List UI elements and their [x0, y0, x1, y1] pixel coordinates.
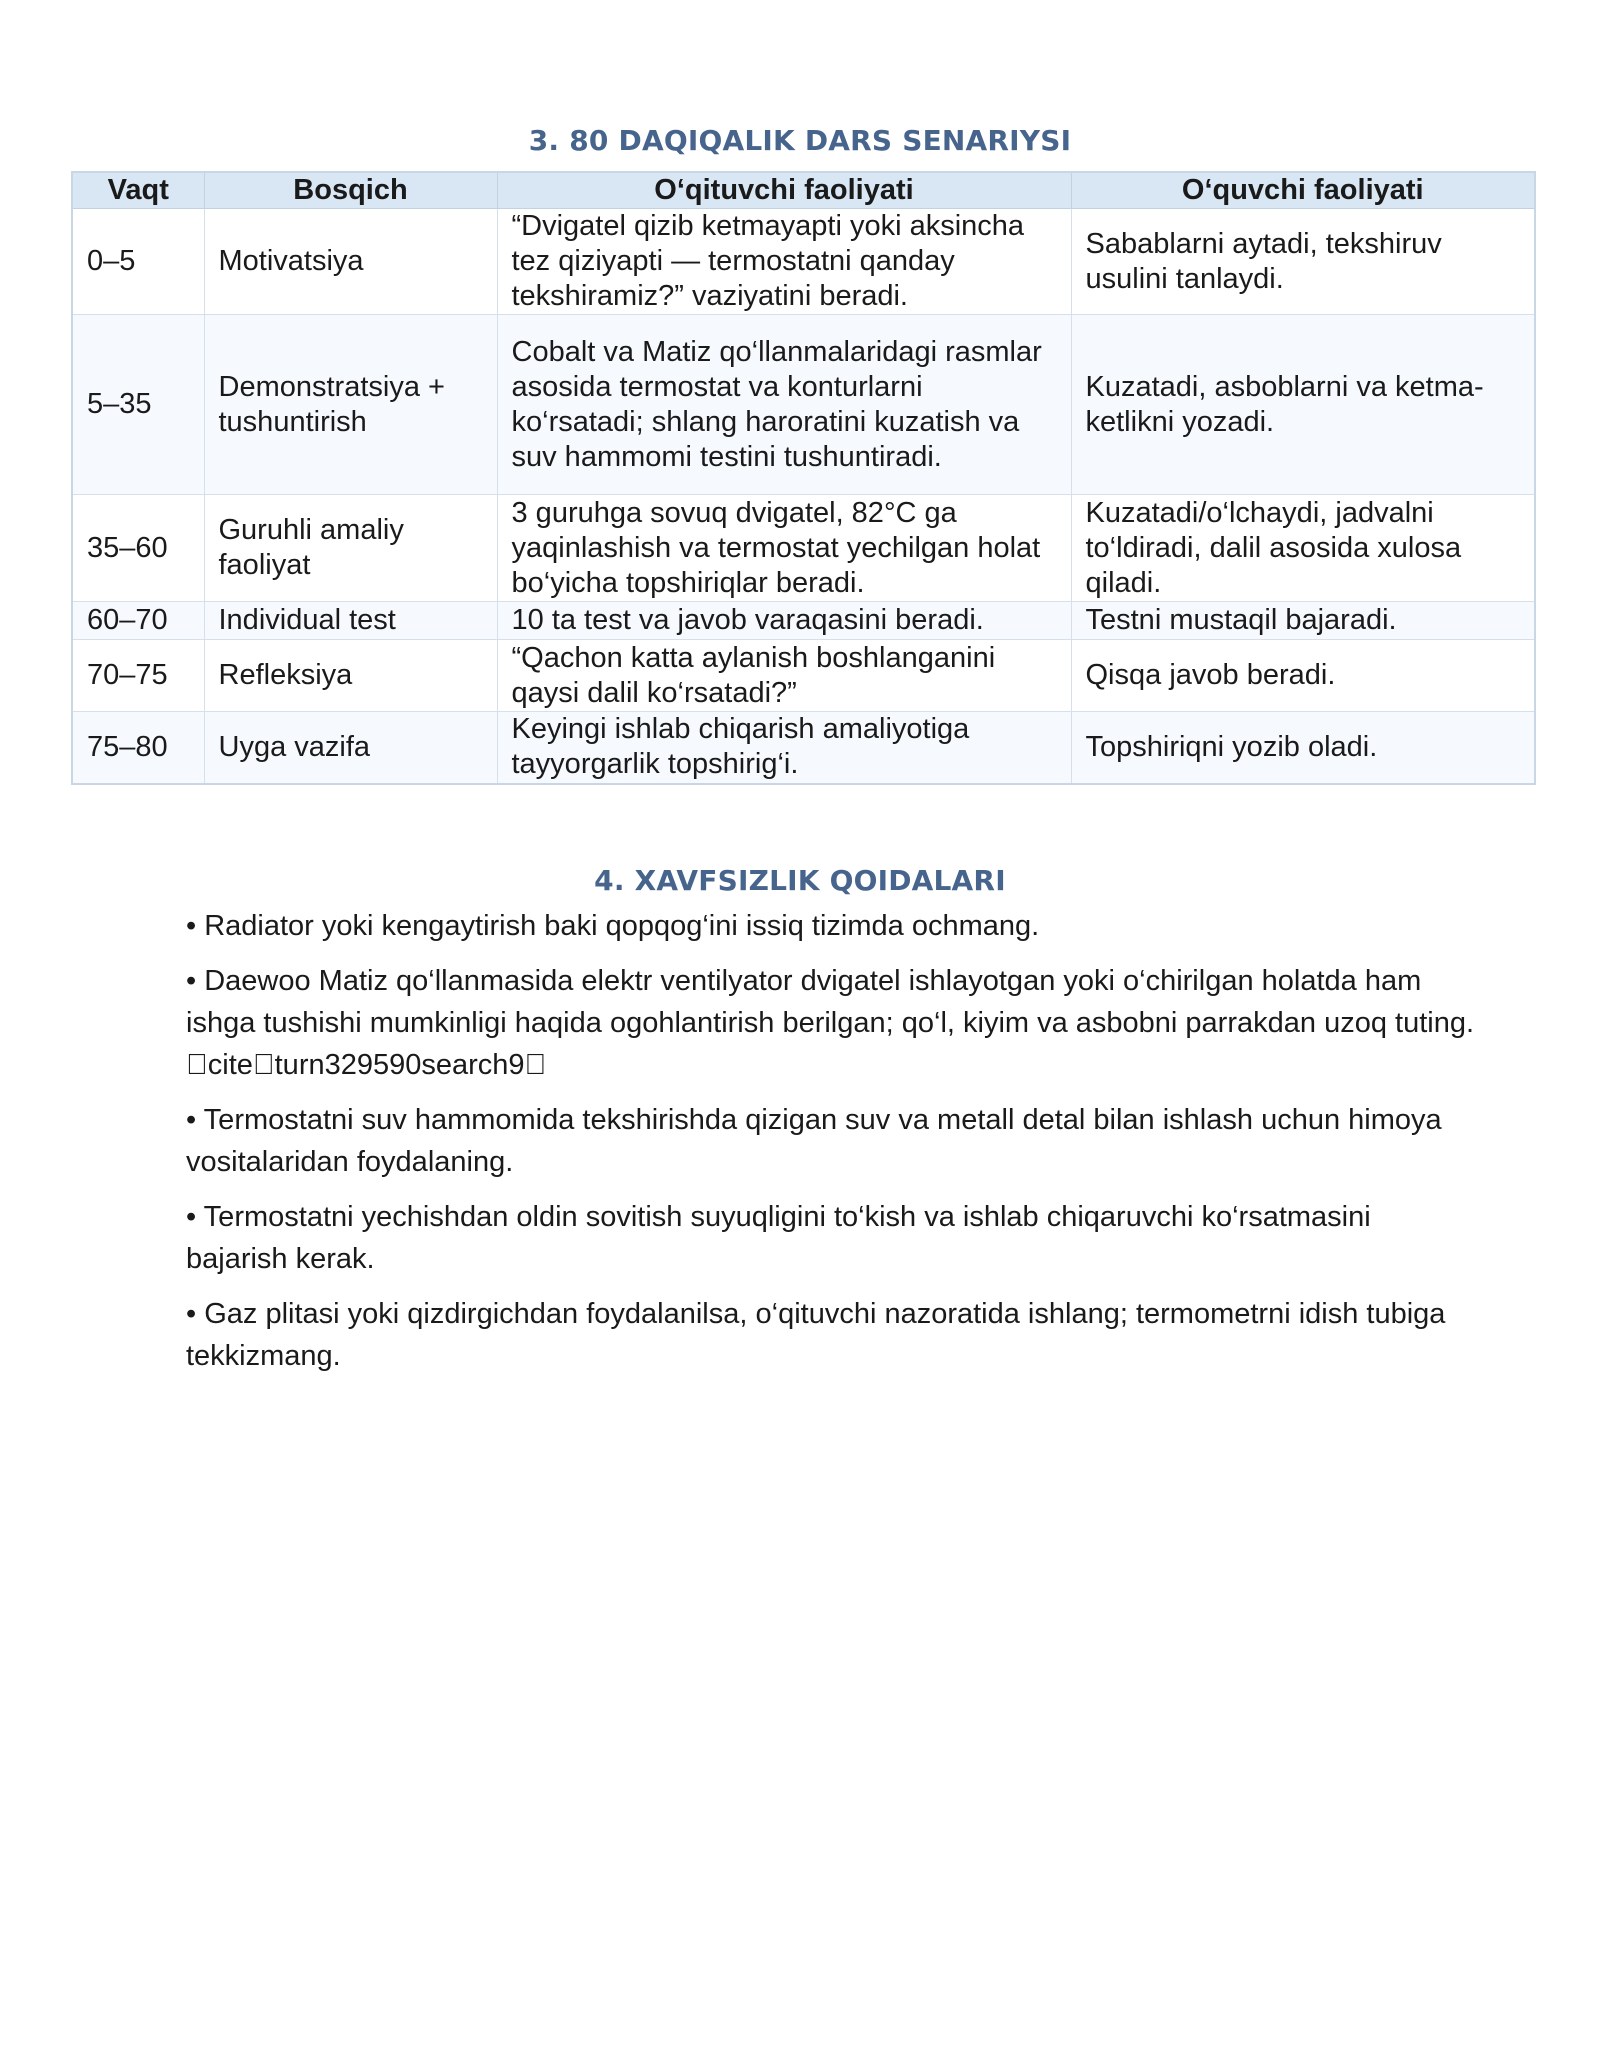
cell-teacher-activity: Keyingi ishlab chiqarish amaliyotiga tayyorgarlik topshirig‘i.	[497, 712, 1071, 784]
cell-time: 70–75	[72, 640, 204, 712]
cell-time: 35–60	[72, 495, 204, 602]
table-row	[72, 640, 1535, 712]
safety-rules-list	[186, 905, 1476, 1390]
column-header-stage: Bosqich	[204, 172, 497, 209]
column-header-time: Vaqt	[72, 172, 204, 209]
cell-stage: Guruhli amaliy faoliyat	[204, 495, 497, 602]
column-header-teacher-activity: O‘qituvchi faoliyati	[497, 172, 1071, 209]
cell-teacher-activity: 10 ta test va javob varaqasini beradi.	[497, 602, 1071, 640]
cell-teacher-activity: 3 guruhga sovuq dvigatel, 82°C ga yaqinlashish va termostat yechilgan holat bo‘yicha topshiriqlar beradi.	[497, 495, 1071, 602]
list-item: • Radiator yoki kengaytirish baki qopqog‘ini issiq tizimda ochmang.	[186, 910, 1040, 942]
list-item: • Termostatni suv hammomida tekshirishda qizigan suv va metall detal bilan ishlash uchun himoya vositalaridan foydalaning.	[186, 1104, 1442, 1178]
list-item: • Gaz plitasi yoki qizdirgichdan foydalanilsa, o‘qituvchi nazoratida ishlang; termometrni idish tubiga tekkizmang.	[186, 1298, 1446, 1372]
table-row	[72, 602, 1535, 640]
cell-student-activity: Qisqa javob beradi.	[1071, 640, 1535, 712]
list-item: • Daewoo Matiz qo‘llanmasida elektr ventilyator dvigatel ishlayotgan yoki o‘chirilgan holatda ham ishga tushishi mumkinligi haqida ogohlantirish berilgan; qo‘l, kiyim va asbobni parrakdan uzoq tuting. cite turn329590search9	[186, 965, 1475, 1081]
cell-student-activity: Kuzatadi, asboblarni va ketma-ketlikni yozadi.	[1071, 315, 1535, 495]
cell-student-activity: Testni mustaqil bajaradi.	[1071, 602, 1535, 640]
cell-student-activity: Kuzatadi/o‘lchaydi, jadvalni to‘ldiradi, dalil asosida xulosa qiladi.	[1071, 495, 1535, 602]
cell-time: 75–80	[72, 712, 204, 784]
lesson-scenario-heading: 3. 80 DAQIQALIK DARS SENARIYSI	[528, 124, 1072, 157]
cell-time: 0–5	[72, 209, 204, 315]
table-row	[72, 495, 1535, 602]
lesson-scenario-table	[71, 171, 1536, 785]
cell-time: 60–70	[72, 602, 204, 640]
cell-student-activity: Topshiriqni yozib oladi.	[1071, 712, 1535, 784]
table-row	[72, 315, 1535, 495]
cell-teacher-activity: “Qachon katta aylanish boshlanganini qaysi dalil ko‘rsatadi?”	[497, 640, 1071, 712]
cell-teacher-activity: “Dvigatel qizib ketmayapti yoki aksincha tez qiziyapti — termostatni qanday tekshiramiz?” vaziyatini beradi.	[497, 209, 1071, 315]
cell-stage: Refleksiya	[204, 640, 497, 712]
cell-student-activity: Sabablarni aytadi, tekshiruv usulini tanlaydi.	[1071, 209, 1535, 315]
cell-teacher-activity: Cobalt va Matiz qo‘llanmalaridagi rasmlar asosida termostat va konturlarni ko‘rsatadi; shlang haroratini kuzatish va suv hammomi testini tushuntiradi.	[497, 315, 1071, 495]
table-header-row	[72, 172, 1535, 209]
safety-rules-heading: 4. XAVFSIZLIK QOIDALARI	[594, 864, 1006, 897]
table-row	[72, 712, 1535, 784]
cell-stage: Motivatsiya	[204, 209, 497, 315]
column-header-student-activity: O‘quvchi faoliyati	[1071, 172, 1535, 209]
list-item: • Termostatni yechishdan oldin sovitish suyuqligini to‘kish va ishlab chiqaruvchi ko‘rsatmasini bajarish kerak.	[186, 1201, 1371, 1275]
cell-stage: Uyga vazifa	[204, 712, 497, 784]
cell-time: 5–35	[72, 315, 204, 495]
table-row	[72, 209, 1535, 315]
cell-stage: Demonstratsiya + tushuntirish	[204, 315, 497, 495]
cell-stage: Individual test	[204, 602, 497, 640]
